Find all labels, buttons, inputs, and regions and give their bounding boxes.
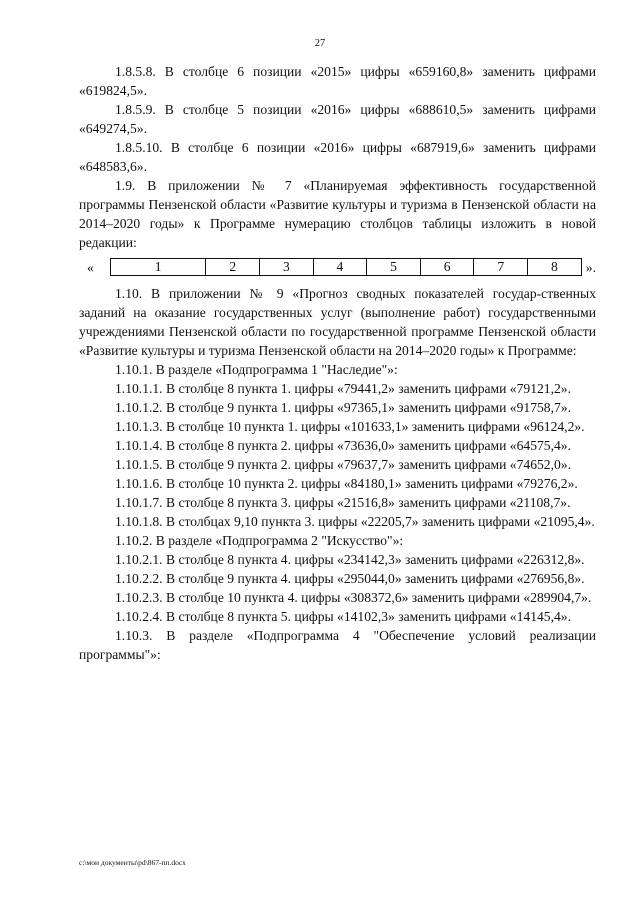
- paragraph-1-8-5-8: 1.8.5.8. В столбце 6 позиции «2015» цифры «659160,8» заменить цифрами «619824,5».: [79, 64, 596, 98]
- paragraph-1-10-1: 1.10.1. В разделе «Подпрограмма 1 "Наследие"»:: [115, 362, 398, 377]
- table-close-quote: ».: [585, 259, 596, 275]
- paragraph-1-10-2: 1.10.2. В разделе «Подпрограмма 2 "Искусство"»:: [115, 533, 404, 548]
- paragraph-1-10-1-7: 1.10.1.7. В столбце 8 пункта 3. цифры «21516,8» заменить цифрами «21108,7».: [115, 495, 571, 510]
- paragraph-1-9: 1.9. В приложении № 7 «Планируемая эффективность государственной программы Пензенской области «Развитие культуры и туризма в Пензенской области на 2014–2020 годы» к Программе нумерацию столбцов таблицы изложить в новой редакции:: [79, 178, 596, 250]
- table-open-quote: «: [87, 259, 94, 275]
- paragraph-1-10-1-2: 1.10.1.2. В столбце 9 пункта 1. цифры «97365,1» заменить цифрами «91758,7».: [115, 400, 571, 415]
- paragraph-1-8-5-9: 1.8.5.9. В столбце 5 позиции «2016» цифры «688610,5» заменить цифрами «649274,5».: [79, 102, 596, 136]
- table-cell-3: 3: [260, 259, 314, 276]
- column-numbering-table: [110, 258, 582, 276]
- paragraph-1-10-1-5: 1.10.1.5. В столбце 9 пункта 2. цифры «79637,7» заменить цифрами «74652,0».: [115, 457, 571, 472]
- paragraph-1-10-2-3: 1.10.2.3. В столбце 10 пункта 4. цифры «308372,6» заменить цифрами «289904,7».: [115, 590, 592, 605]
- table-cell-8: 8: [528, 259, 582, 276]
- column-numbering-row: [79, 257, 596, 277]
- page-number: 27: [314, 38, 326, 49]
- paragraph-1-8-5-10: 1.8.5.10. В столбце 6 позиции «2016» цифры «687919,6» заменить цифрами «648583,6».: [79, 140, 596, 174]
- table-cell-5: 5: [367, 259, 421, 276]
- table-cell-7: 7: [474, 259, 528, 276]
- table-row: [110, 259, 581, 276]
- paragraph-1-10-2-4: 1.10.2.4. В столбце 8 пункта 5. цифры «14102,3» заменить цифрами «14145,4».: [115, 609, 571, 624]
- paragraph-1-10: 1.10. В приложении № 9 «Прогноз сводных показателей государ-ственных заданий на оказание государственных услуг (выполнение работ) государственными учреждениями Пензенской области по государственной программе Пензенской области «Развитие культуры и туризма Пензенской области на 2014–2020 годы» к Программе:: [79, 286, 596, 358]
- paragraph-1-10-1-4: 1.10.1.4. В столбце 8 пункта 2. цифры «73636,0» заменить цифрами «64575,4».: [115, 438, 571, 453]
- paragraph-1-10-3: 1.10.3. В разделе «Подпрограмма 4 "Обеспечение условий реализации программы"»:: [79, 628, 596, 662]
- paragraph-1-10-2-1: 1.10.2.1. В столбце 8 пункта 4. цифры «234142,3» заменить цифрами «226312,8».: [115, 552, 585, 567]
- table-cell-1: 1: [110, 259, 205, 276]
- paragraph-1-10-2-2: 1.10.2.2. В столбце 9 пункта 4. цифры «295044,0» заменить цифрами «276956,8».: [115, 571, 585, 586]
- document-body: [79, 62, 596, 664]
- footer-file-path: c:\мои документы\pd\867-пп.docx: [79, 858, 186, 867]
- table-cell-4: 4: [313, 259, 367, 276]
- table-cell-6: 6: [420, 259, 474, 276]
- paragraph-1-10-1-1: 1.10.1.1. В столбце 8 пункта 1. цифры «79441,2» заменить цифрами «79121,2».: [115, 381, 571, 396]
- table-cell-2: 2: [206, 259, 260, 276]
- paragraph-1-10-1-6: 1.10.1.6. В столбце 10 пункта 2. цифры «84180,1» заменить цифрами «79276,2».: [115, 476, 578, 491]
- paragraph-1-10-1-8: 1.10.1.8. В столбцах 9,10 пункта 3. цифры «22205,7» заменить цифрами «21095,4».: [115, 514, 595, 529]
- paragraph-1-10-1-3: 1.10.1.3. В столбце 10 пункта 1. цифры «101633,1» заменить цифрами «96124,2».: [115, 419, 585, 434]
